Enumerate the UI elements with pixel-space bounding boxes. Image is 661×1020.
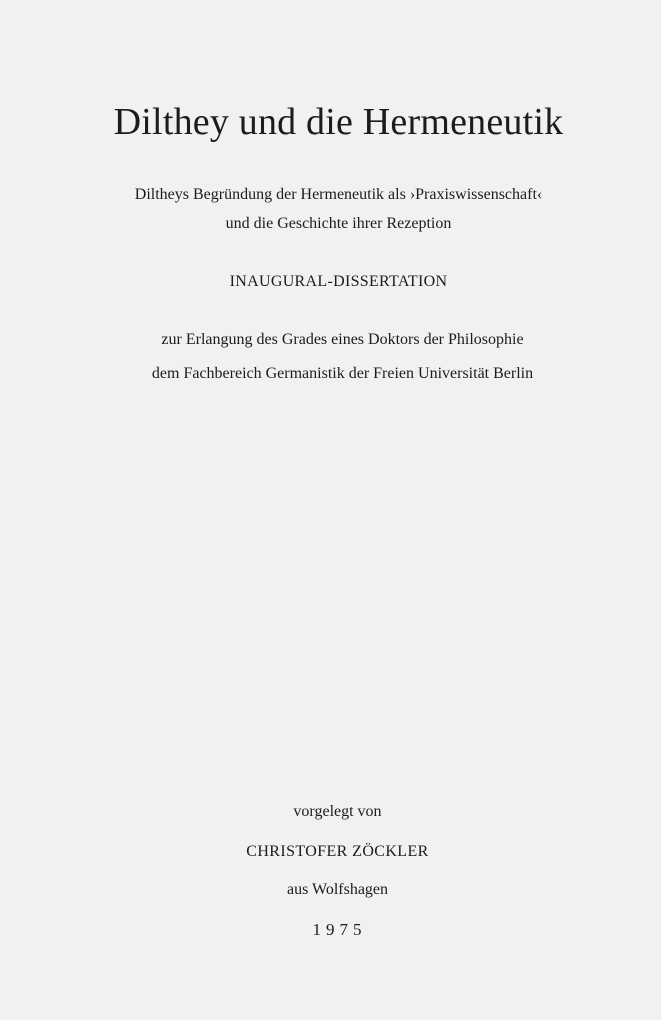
subtitle-line-1: Diltheys Begründung der Hermeneutik als ›Praxiswissenschaft‹ (134, 186, 543, 203)
author-name: CHRISTOFER ZÖCKLER (246, 843, 429, 860)
book-title: Dilthey und die Hermeneutik (113, 101, 564, 143)
purpose-line-1: zur Erlangung des Grades eines Doktors der Philosophie (161, 331, 524, 348)
presented-by: vorgelegt von (293, 803, 382, 820)
author-origin: aus Wolfshagen (286, 881, 389, 898)
subtitle-line-2: und die Geschichte ihrer Rezeption (225, 215, 452, 232)
publication-year: 1975 (312, 920, 367, 939)
dissertation-label: INAUGURAL-DISSERTATION (229, 273, 448, 290)
purpose-line-2: dem Fachbereich Germanistik der Freien Universität Berlin (151, 365, 534, 382)
